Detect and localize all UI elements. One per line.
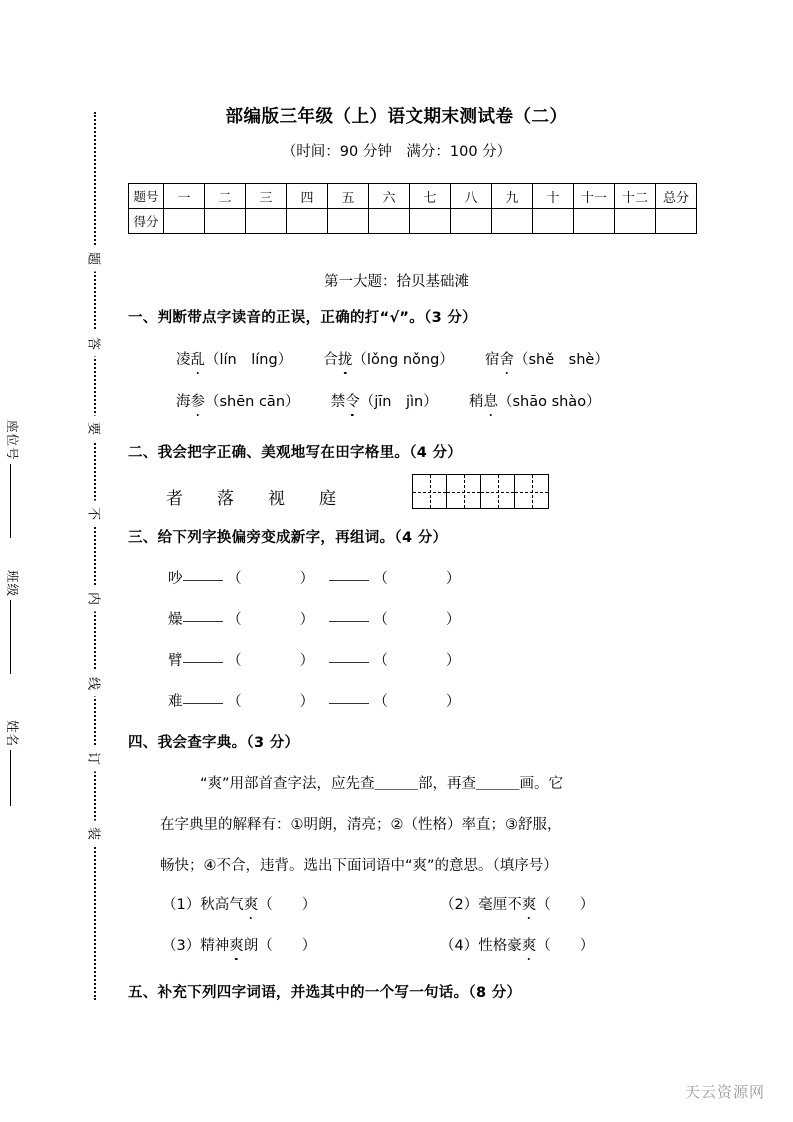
question-3-title: 给下列字换偏旁变成新字，再组词。（4 分） bbox=[157, 530, 448, 546]
col-header-4: 四 bbox=[287, 184, 328, 209]
char-sample-1: 者 bbox=[166, 489, 217, 509]
answer-bracket[interactable]: （ ） bbox=[258, 938, 317, 954]
row-label-question-number: 题号 bbox=[129, 184, 164, 209]
question-4-heading bbox=[128, 731, 688, 752]
question-1-title: 判断带点字读音的正误，正确的打“√”。（3 分） bbox=[157, 310, 477, 326]
seal-char-5: 线 bbox=[82, 671, 109, 697]
col-header-12: 十二 bbox=[615, 184, 656, 209]
q3-blank[interactable] bbox=[329, 702, 369, 704]
q3-base-char-4: 难 bbox=[168, 694, 183, 710]
tianzige-cell[interactable] bbox=[447, 475, 481, 508]
col-header-10: 十 bbox=[533, 184, 574, 209]
part-title: 第一大题：拾贝基础滩 bbox=[324, 274, 469, 290]
q3-blank[interactable] bbox=[329, 579, 369, 581]
question-4-item-3: （3）精神爽朗（ ） bbox=[162, 934, 316, 955]
q1-item-6: 稍息（shāo shào） bbox=[469, 394, 601, 410]
char-sample-2: 落 bbox=[217, 489, 268, 509]
q1-item-3: 宿舍（shě shè） bbox=[485, 352, 609, 368]
q3-bracket[interactable]: （ ） bbox=[227, 694, 315, 710]
q3-bracket[interactable]: （ ） bbox=[227, 653, 315, 669]
tianzige-cell[interactable] bbox=[413, 475, 447, 508]
score-cell-8[interactable] bbox=[451, 209, 492, 234]
q3-bracket[interactable]: （ ） bbox=[373, 694, 461, 710]
question-3-row-4 bbox=[168, 690, 460, 711]
score-cell-2[interactable] bbox=[205, 209, 246, 234]
answer-bracket[interactable]: （ ） bbox=[536, 938, 595, 954]
dot-char: 爽 bbox=[229, 934, 244, 955]
question-3-row-3 bbox=[168, 649, 460, 670]
watermark: 天云资源网 bbox=[684, 1083, 765, 1101]
score-cell-11[interactable] bbox=[574, 209, 615, 234]
q3-bracket[interactable]: （ ） bbox=[373, 571, 461, 587]
question-4-paragraph-line-3: 畅快；④不合，违背。选出下面词语中“爽”的意思。（填序号） bbox=[160, 858, 558, 874]
score-cell-5[interactable] bbox=[328, 209, 369, 234]
question-4-paragraph-line-1: “爽”用部首查字法，应先查＿＿＿部，再查＿＿＿画。它 bbox=[200, 776, 564, 792]
question-5-number: 五、 bbox=[128, 985, 158, 1001]
question-1-line-1 bbox=[176, 348, 609, 369]
char-sample-4: 庭 bbox=[319, 489, 370, 509]
dot-char: 参 bbox=[191, 390, 206, 411]
question-3-heading bbox=[128, 526, 688, 547]
answer-bracket[interactable]: （ ） bbox=[258, 897, 317, 913]
name-label bbox=[4, 720, 22, 806]
col-header-2: 二 bbox=[205, 184, 246, 209]
q3-bracket[interactable]: （ ） bbox=[373, 653, 461, 669]
seal-char-7: 装 bbox=[82, 821, 109, 847]
dot-char: 爽 bbox=[522, 934, 537, 955]
col-header-7: 七 bbox=[410, 184, 451, 209]
col-header-3: 三 bbox=[246, 184, 287, 209]
dot-char: 拢 bbox=[338, 348, 353, 369]
dot-char: 息 bbox=[483, 390, 498, 411]
q3-blank[interactable] bbox=[329, 661, 369, 663]
question-2-number: 二、 bbox=[128, 445, 158, 461]
seat-number-text: 座位号 bbox=[5, 420, 20, 461]
q1-item-1: 凌乱（lín líng） bbox=[176, 352, 292, 368]
question-3-number: 三、 bbox=[128, 530, 158, 546]
seal-char-2: 要 bbox=[82, 416, 109, 442]
score-cell-4[interactable] bbox=[287, 209, 328, 234]
question-1-number: 一、 bbox=[128, 310, 158, 326]
seat-number-label bbox=[4, 420, 22, 538]
question-2-heading bbox=[128, 441, 688, 462]
table-row-header bbox=[129, 184, 697, 209]
seal-char-6: 订 bbox=[82, 746, 109, 772]
q3-blank[interactable] bbox=[183, 661, 223, 663]
col-header-5: 五 bbox=[328, 184, 369, 209]
dot-char: 令 bbox=[345, 390, 360, 411]
question-5-heading bbox=[128, 981, 688, 1002]
col-header-1: 一 bbox=[164, 184, 205, 209]
seal-char-3: 不 bbox=[82, 501, 109, 527]
score-table bbox=[128, 183, 697, 234]
seat-number-blank[interactable] bbox=[10, 464, 12, 538]
q3-bracket[interactable]: （ ） bbox=[373, 612, 461, 628]
table-row-score bbox=[129, 209, 697, 234]
q3-blank[interactable] bbox=[183, 702, 223, 704]
score-cell-9[interactable] bbox=[492, 209, 533, 234]
score-cell-3[interactable] bbox=[246, 209, 287, 234]
q1-item-4: 海参（shēn cān） bbox=[176, 394, 300, 410]
dot-char: 爽 bbox=[522, 893, 537, 914]
char-sample-3: 视 bbox=[268, 489, 319, 509]
answer-bracket[interactable]: （ ） bbox=[536, 897, 595, 913]
col-header-8: 八 bbox=[451, 184, 492, 209]
seal-char-1: 答 bbox=[82, 331, 109, 357]
dot-char: 乱 bbox=[191, 348, 206, 369]
q3-base-char-2: 燥 bbox=[168, 612, 183, 628]
seal-char-0: 题 bbox=[82, 246, 109, 272]
score-cell-7[interactable] bbox=[410, 209, 451, 234]
q3-bracket[interactable]: （ ） bbox=[227, 612, 315, 628]
q1-item-2: 合拢（lǒng nǒng） bbox=[323, 352, 453, 368]
question-4-item-2: （2）毫厘不爽（ ） bbox=[440, 893, 594, 914]
col-header-11: 十一 bbox=[574, 184, 615, 209]
student-info-labels bbox=[5, 420, 68, 800]
col-header-9: 九 bbox=[492, 184, 533, 209]
question-5-title: 补充下列四字词语，并选其中的一个写一句话。（8 分） bbox=[157, 985, 522, 1001]
class-blank[interactable] bbox=[10, 600, 12, 674]
name-text: 姓名 bbox=[5, 720, 20, 748]
question-3-row-2 bbox=[168, 608, 460, 629]
question-3-row-1 bbox=[168, 567, 460, 588]
page-subtitle: （时间：90 分钟 满分：100 分） bbox=[281, 144, 512, 160]
score-cell-total[interactable] bbox=[656, 209, 697, 234]
q3-blank[interactable] bbox=[183, 620, 223, 622]
question-2-title: 我会把字正确、美观地写在田字格里。（4 分） bbox=[157, 445, 463, 461]
q3-blank[interactable] bbox=[329, 620, 369, 622]
dot-char: 舍 bbox=[500, 348, 515, 369]
q1-item-5: 禁令（jīn jìn） bbox=[331, 394, 438, 410]
col-header-6: 六 bbox=[369, 184, 410, 209]
question-4-item-1: （1）秋高气爽（ ） bbox=[162, 893, 316, 914]
class-label bbox=[4, 570, 22, 674]
row-label-score: 得分 bbox=[129, 209, 164, 234]
q3-base-char-3: 臂 bbox=[168, 653, 183, 669]
tianzige-grid[interactable] bbox=[412, 474, 549, 509]
col-header-total: 总分 bbox=[656, 184, 697, 209]
dot-char: 爽 bbox=[244, 893, 259, 914]
class-text: 班级 bbox=[5, 570, 20, 598]
score-cell-1[interactable] bbox=[164, 209, 205, 234]
name-blank[interactable] bbox=[10, 750, 12, 806]
tianzige-cell[interactable] bbox=[515, 475, 548, 508]
q3-base-char-1: 吵 bbox=[168, 571, 183, 587]
score-cell-6[interactable] bbox=[369, 209, 410, 234]
question-4-item-4: （4）性格豪爽（ ） bbox=[440, 934, 594, 955]
question-2-chars bbox=[166, 484, 370, 509]
seal-char-4: 内 bbox=[82, 586, 109, 612]
page-title: 部编版三年级（上）语文期末测试卷（二） bbox=[225, 107, 568, 127]
score-cell-10[interactable] bbox=[533, 209, 574, 234]
question-4-title: 我会查字典。（3 分） bbox=[157, 735, 300, 751]
tianzige-cell[interactable] bbox=[481, 475, 515, 508]
question-1-heading bbox=[128, 306, 688, 327]
question-4-number: 四、 bbox=[128, 735, 158, 751]
question-1-line-2 bbox=[176, 390, 601, 411]
question-4-paragraph-line-2: 在字典里的解释有：①明朗，清亮；②（性格）率直；③舒服， bbox=[160, 817, 562, 833]
score-cell-12[interactable] bbox=[615, 209, 656, 234]
q3-bracket[interactable]: （ ） bbox=[227, 571, 315, 587]
q3-blank[interactable] bbox=[183, 579, 223, 581]
